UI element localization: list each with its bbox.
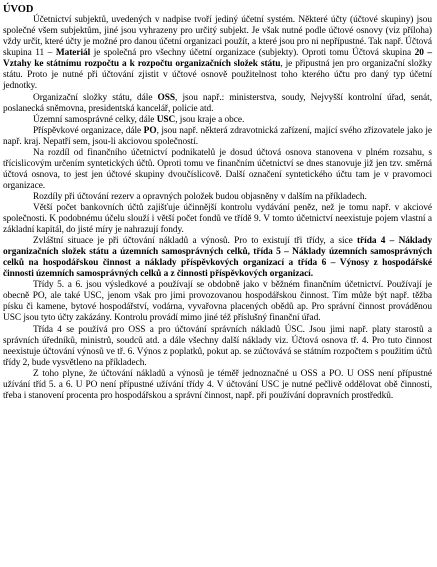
text-run: , jsou kraje a obce. [175,114,245,125]
text-run: Územní samosprávné celky, dále [33,114,157,125]
document-title: ÚVOD [3,4,34,15]
text-run: Rozdíly při účtování rezerv a opravných položek budou objasněny v dalším na příkladech. [33,191,367,202]
paragraph [3,126,432,148]
text-run: Účetnictví subjektů, uvedených v nadpise tvoří jediný účetní systém. Některé účty (účtové skupiny) jsou společné všem subjektům, jiné jsou vyhrazeny pro určitý subjekt. Je však nutné podle účtové osnovy (viz příloha) vždy určit, které účty je možné pro danou účetní organizaci použít, a které jsou pro ni nepřípustné. Tak např. Účtová skupina 11 – [3,15,432,59]
text-run: , je připustná jen pro organizační složky státu. Proto je nutné při účtování zjistit v účtové osnově použitelnost toho kterého účtu pro daný typ účetní jednotky. [3,59,432,92]
paragraph [3,280,432,324]
text-run: Větší počet bankovních účtů zajišťuje účinnější kontrolu vydávání peněz, než je tomu např. v akciové společnosti. K podobnému účelu slouží i větší počet fondů ve třídě 9. V tomto účetnictví neexistuje pojem vlastní a základní kapitál, do jisté míry je nahrazují fondy. [3,203,432,236]
bold-text: třída 4 – Náklady organizačních složek státu a územních samosprávných celků, třída 5 – Náklady územních samosprávných celků na hospodářskou činnost a náklady příspěvkových organizací a třída 6 – Výnosy z hospodářské činnosti územních samosprávných celků a z činnosti příspěvkových organizací. [3,236,432,280]
paragraph [3,15,432,92]
paragraph [3,148,432,192]
bold-text: Materiál [55,48,91,59]
paragraph [3,93,432,115]
text-run: Z toho plyne, že účtování nákladů a výnosů je téměř jednoznačné u OSS a PO. U OSS není přípustné užívání tříd 5. a 6. U PO není přípustné užívání třídy 4. V účtování USC je nutné pečlivě oddělovat obě činnosti, třeba i stanovení procenta pro hospodářskou a správní činnost, např. při používání dopravních prostředků. [3,368,432,401]
text-run: Zvláštní situace je při účtování nákladů a výnosů. Pro to existují tři třídy, a sice [33,236,357,247]
bold-text: PO [143,125,157,136]
bold-text: USC [156,114,176,125]
text-run: Organizační složky státu, dále [33,92,158,103]
text-run: Na rozdíl od finančního účetnictví podnikatelů je dosud účtová osnova stanovena v plném rozsahu, s třícislicovým určením syntetických účtů. Oproti tomu ve finančním účetnictví se dnes stanovuje již jen tzv. směrná účtová osnova, to jest jen účtové skupiny dvoučíslicově. Další označení syntetického účtu tam je v pravomoci organizace. [3,147,432,191]
paragraph [3,192,432,203]
paragraph [3,115,432,126]
paragraph [3,203,432,236]
paragraph [3,236,432,280]
text-run: , jsou např.: ministerstva, soudy, Nejvyšší kontrolní úřad, senát, poslanecká sněmovna, presidentská kancelář, policie atd. [3,92,432,114]
text-run: Třídy 5. a 6. jsou výsledkové a používají se obdobně jako v běžném finančním účetnictví. Používají je obecně PO, ale také USC, jenom však pro jimi provozovanou hospodářskou činnost. Tím může být např. těžba písku či kamene, bytové hospodářství, vodárna, vyvařovna placených obědů ap. Pro správní činnost prováděnou USC jsou tyto účty zakázány. Kontrolu provádí mimo jiné též příslušný finanční úřad. [3,280,432,324]
text-run: Příspěvkové organizace, dále [33,125,144,136]
document-body [3,15,432,402]
text-run: je společná pro všechny účetní organizace (subjekty). Oproti tomu Účtová skupina [90,48,415,59]
paragraph [3,369,432,402]
paragraph [3,325,432,369]
text-run: Třída 4 se používá pro OSS a pro účtování správních nákladů ÚSC. Jsou jimi např. platy starostů a správních úředníků, ministrů, soudců atd. a dále všechny další náklady viz. Účtová osnova tř. 4. Pro tuto činnost neexistuje účtování výnosů ve tř. 6. Výnos z poplatků, pokut ap. se zúčtovává se státním rozpočtem s použitím účtů třídy 2, bude vysvětleno na příkladech. [3,324,432,368]
bold-text: OSS [157,92,176,103]
bold-text: 20 – Vztahy ke státnímu rozpočtu a k rozpočtu organizačních složek státu [3,48,433,70]
text-run: , jsou např. některá zdravotnická zařízení, mající svého zřizovatele jako je např. kraj. Nepatří sem, jsou-li akciovou společností. [3,125,432,147]
